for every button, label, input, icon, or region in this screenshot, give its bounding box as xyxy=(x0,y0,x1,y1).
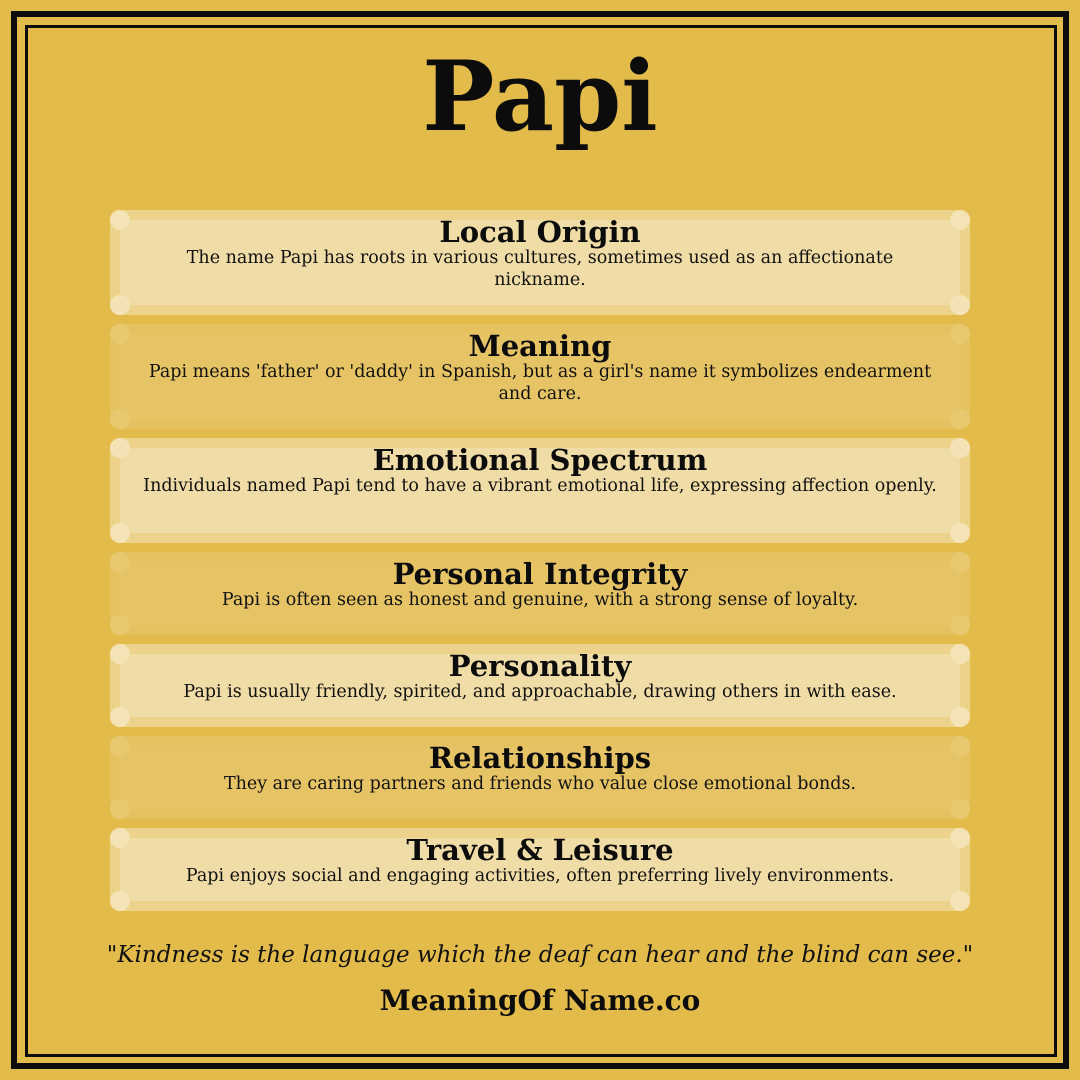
section-text: They are caring partners and friends who value close emotional bonds. xyxy=(223,774,857,794)
section-card-meaning xyxy=(110,324,970,429)
section-heading: Meaning xyxy=(468,329,612,363)
section-text: Papi means 'father' or 'daddy' in Spanish, but as a girl's name it symbolizes endearment and care. xyxy=(148,362,932,404)
section-heading: Relationships xyxy=(428,741,652,775)
section-heading: Local Origin xyxy=(439,215,641,249)
section-heading: Personality xyxy=(448,649,632,683)
section-text: The name Papi has roots in various cultures, sometimes used as an affectionate nickname. xyxy=(186,248,894,290)
section-heading: Travel & Leisure xyxy=(406,833,674,867)
page-title: Papi xyxy=(422,40,658,153)
section-text: Papi is usually friendly, spirited, and approachable, drawing others in with ease. xyxy=(183,682,897,702)
section-card-local-origin xyxy=(110,210,970,315)
section-card-travel-leisure xyxy=(110,828,970,911)
section-card-personality xyxy=(110,644,970,727)
section-card-relationships xyxy=(110,736,970,819)
section-text: Individuals named Papi tend to have a vibrant emotional life, expressing affection openly. xyxy=(143,476,937,496)
section-card-emotional-spectrum xyxy=(110,438,970,543)
section-text: Papi enjoys social and engaging activities, often preferring lively environments. xyxy=(185,866,895,886)
site-name: MeaningOf Name.co xyxy=(379,984,701,1017)
section-card-personal-integrity xyxy=(110,552,970,635)
section-heading: Emotional Spectrum xyxy=(372,443,708,477)
section-heading: Personal Integrity xyxy=(392,557,688,591)
quote: "Kindness is the language which the deaf can hear and the blind can see." xyxy=(106,942,974,968)
section-text: Papi is often seen as honest and genuine, with a strong sense of loyalty. xyxy=(221,590,859,610)
